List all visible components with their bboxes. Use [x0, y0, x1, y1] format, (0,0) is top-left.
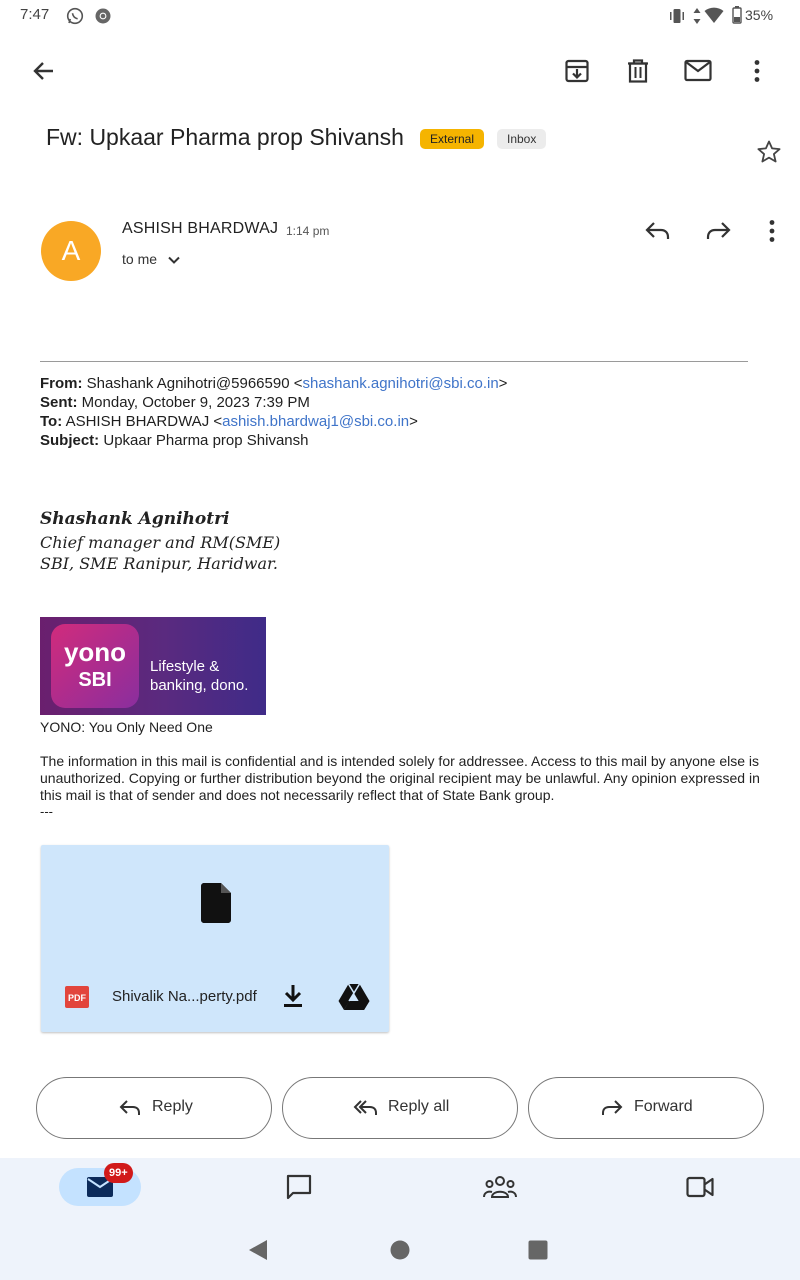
- reply-all-label: Reply all: [388, 1098, 450, 1115]
- bottom-navigation: [0, 1158, 800, 1220]
- subject-line: [40, 431, 308, 450]
- battery-icon: [732, 6, 742, 24]
- drive-icon[interactable]: [338, 983, 370, 1011]
- system-navigation: [0, 1220, 800, 1280]
- banner-caption: YONO: You Only Need One: [40, 719, 213, 735]
- mark-unread-icon[interactable]: [684, 59, 712, 83]
- system-back-icon[interactable]: [248, 1239, 268, 1261]
- to-me-label: to me: [122, 251, 158, 267]
- spaces-icon[interactable]: [483, 1174, 517, 1200]
- reply-label: Reply: [152, 1098, 193, 1115]
- to-name: ASHISH BHARDWAJ <: [65, 413, 223, 430]
- sbi-logo-text: SBI: [78, 669, 112, 691]
- subject-label: Subject:: [40, 432, 100, 449]
- email-subject: Fw: Upkaar Pharma prop Shivansh: [46, 124, 404, 150]
- signature-org: SBI, SME Ranipur, Haridwar.: [40, 554, 279, 573]
- back-arrow-icon[interactable]: [31, 58, 57, 84]
- status-time: 7:47: [20, 6, 50, 23]
- chrome-icon: [94, 7, 112, 25]
- forward-icon[interactable]: [704, 218, 732, 244]
- data-arrows-icon: [692, 6, 702, 26]
- sent-time: 1:14 pm: [286, 224, 330, 238]
- separator-dashes: ---: [40, 804, 53, 819]
- attachment-file-name: Shivalik Na...perty.pdf: [112, 988, 257, 1005]
- archive-icon[interactable]: [564, 58, 590, 84]
- sender-avatar[interactable]: A: [41, 221, 101, 281]
- yono-logo-text: yono: [63, 637, 127, 667]
- pdf-badge: PDF: [68, 993, 86, 1003]
- disclaimer-text: The information in this mail is confidential and is intended solely for addressee. Access to this mail by anyone else is unauthorized. Copying or further distribution beyond the original recipient may be unlawful. Any opinion expressed in this mail is that of sender and does not necessarily reflect that of State Bank group.: [40, 753, 760, 803]
- attachment-card[interactable]: [41, 845, 389, 1032]
- recipients-toggle[interactable]: [122, 251, 181, 267]
- reply-button[interactable]: [36, 1077, 272, 1139]
- system-recents-icon[interactable]: [528, 1240, 548, 1260]
- battery-percent: 35%: [745, 7, 774, 23]
- reply-button-icon: [118, 1097, 142, 1119]
- signature-title: Chief manager and RM(SME): [40, 533, 281, 552]
- label-inbox[interactable]: Inbox: [497, 129, 546, 149]
- chevron-down-icon: [167, 255, 181, 265]
- to-email-link[interactable]: ashish.bhardwaj1@sbi.co.in: [222, 413, 410, 430]
- from-line: From: Shashank Agnihotri@5966590 <shashank.agnihotri@sbi.co.in>: [40, 375, 508, 392]
- banner-tagline: Lifestyle & banking, dono.: [150, 658, 249, 694]
- forward-button[interactable]: [528, 1077, 764, 1139]
- from-name: Shashank Agnihotri@5966590 <: [86, 375, 303, 392]
- download-icon[interactable]: [281, 983, 305, 1009]
- reply-all-button[interactable]: [282, 1077, 518, 1139]
- forward-button-icon: [600, 1097, 624, 1119]
- sender-name: ASHISH BHARDWAJ: [122, 220, 279, 237]
- meet-icon[interactable]: [686, 1176, 714, 1198]
- sent-value: Monday, October 9, 2023 7:39 PM: [81, 394, 310, 411]
- unread-badge: 99+: [104, 1163, 133, 1183]
- system-home-icon[interactable]: [390, 1240, 410, 1260]
- sent-line: [40, 393, 310, 412]
- reply-all-icon: [353, 1097, 379, 1119]
- vibrate-icon: [668, 7, 686, 25]
- wifi-icon: [704, 6, 724, 24]
- forward-label: Forward: [634, 1098, 693, 1115]
- more-vert-icon[interactable]: [745, 58, 769, 84]
- whatsapp-icon: [66, 7, 84, 25]
- pdf-icon: [65, 986, 89, 1008]
- signature-name: Shashank Agnihotri: [40, 509, 230, 529]
- from-label: From:: [40, 375, 83, 392]
- quoted-divider: [40, 361, 748, 362]
- yono-banner-image[interactable]: [40, 617, 266, 715]
- chat-icon[interactable]: [285, 1173, 313, 1201]
- delete-icon[interactable]: [625, 58, 651, 84]
- sent-label: Sent:: [40, 394, 78, 411]
- reply-icon[interactable]: [644, 218, 672, 244]
- file-icon: [201, 883, 231, 923]
- label-external: External: [420, 129, 484, 149]
- from-email-link[interactable]: shashank.agnihotri@sbi.co.in: [302, 375, 499, 392]
- to-line: To: ASHISH BHARDWAJ <ashish.bhardwaj1@sbi.co.in>: [40, 413, 418, 430]
- to-label: To:: [40, 413, 63, 430]
- message-more-icon[interactable]: [760, 218, 784, 244]
- subject-value: Upkaar Pharma prop Shivansh: [103, 432, 309, 449]
- star-icon[interactable]: [756, 139, 782, 165]
